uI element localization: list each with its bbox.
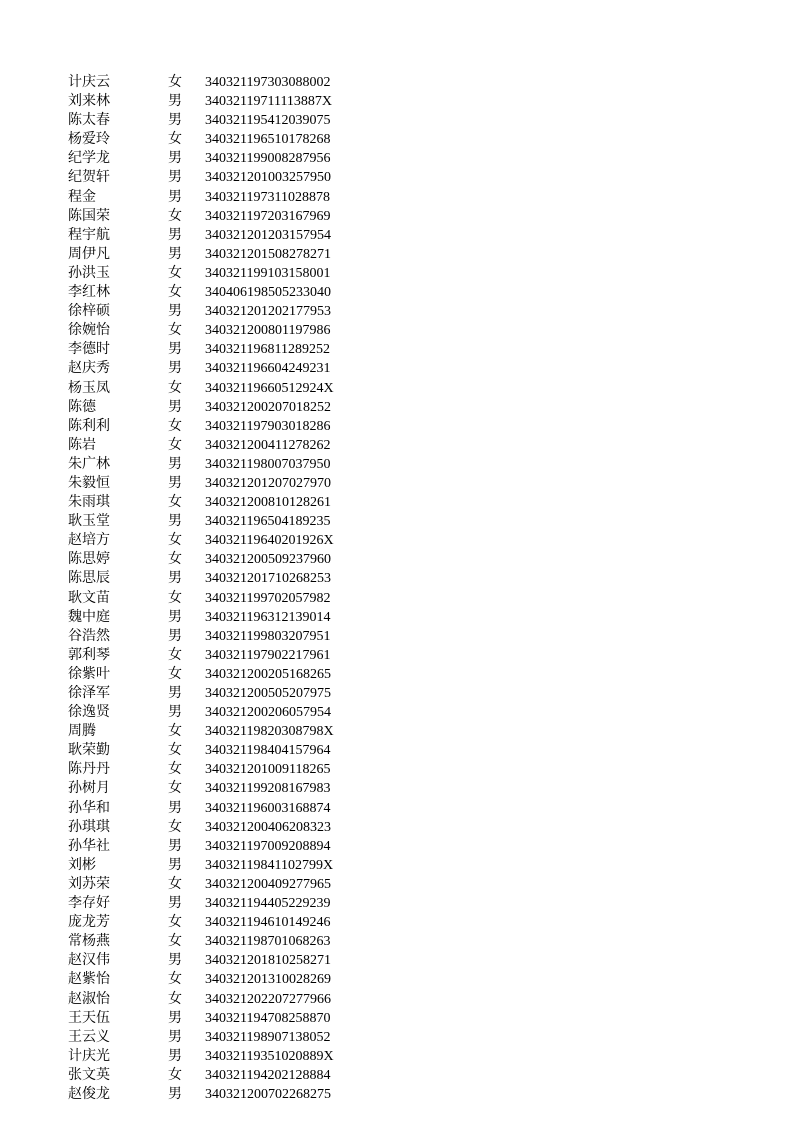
id-number-cell: 34032119820308798X: [205, 724, 334, 740]
gender-cell: 男: [168, 150, 182, 167]
table-row: [68, 1009, 368, 1028]
table-row: [68, 913, 368, 932]
gender-cell: 男: [168, 245, 182, 262]
table-row: [68, 188, 368, 207]
gender-cell: 女: [168, 780, 182, 797]
table-row: [68, 130, 368, 149]
id-number-cell: 340321200509237960: [205, 552, 331, 568]
name-cell: 耿文苗: [68, 589, 110, 606]
name-cell: 纪学龙: [68, 150, 110, 167]
name-cell: 周腾: [68, 723, 96, 740]
name-cell: 陈丹丹: [68, 761, 110, 778]
table-row: [68, 207, 368, 226]
table-row: [68, 168, 368, 187]
gender-cell: 男: [168, 704, 182, 721]
table-row: [68, 73, 368, 92]
id-number-cell: 340321200505207975: [205, 686, 331, 701]
gender-cell: 女: [168, 723, 182, 740]
table-row: [68, 92, 368, 111]
table-row: [68, 665, 368, 684]
id-number-cell: 340321201207027970: [205, 475, 331, 491]
name-cell: 陈德: [68, 398, 96, 415]
id-number-cell: 340321201203157954: [205, 227, 331, 243]
table-row: [68, 226, 368, 245]
table-row: [68, 799, 368, 818]
id-number-cell: 340321196811289252: [205, 342, 330, 358]
gender-cell: 男: [168, 455, 182, 472]
name-cell: 刘彬: [68, 856, 96, 873]
id-number-cell: 340321197203167969: [205, 208, 331, 224]
name-cell: 孙树月: [68, 780, 110, 797]
name-cell: 赵淑怡: [68, 990, 110, 1007]
id-number-cell: 340321200810128261: [205, 495, 331, 511]
id-number-cell: 340321198007037950: [205, 456, 331, 472]
table-row: [68, 398, 368, 417]
id-number-cell: 340321197303088002: [205, 75, 331, 90]
gender-cell: 女: [168, 933, 182, 950]
id-number-cell: 340321201202177953: [205, 304, 331, 320]
name-cell: 陈利利: [68, 417, 110, 434]
gender-cell: 男: [168, 608, 182, 625]
id-number-cell: 340321201310028269: [205, 972, 331, 988]
table-row: [68, 283, 368, 302]
name-cell: 陈思婷: [68, 551, 110, 568]
name-cell: 孙琪琪: [68, 818, 110, 835]
gender-cell: 男: [168, 952, 182, 969]
name-cell: 孙华社: [68, 837, 110, 854]
gender-cell: 男: [168, 856, 182, 873]
gender-cell: 女: [168, 207, 182, 224]
gender-cell: 女: [168, 131, 182, 148]
id-number-cell: 340321200409277965: [205, 876, 331, 892]
id-number-cell: 340321199803207951: [205, 628, 331, 644]
gender-cell: 女: [168, 589, 182, 606]
name-cell: 王云义: [68, 1028, 110, 1045]
name-cell: 赵庆秀: [68, 360, 110, 377]
name-cell: 耿玉堂: [68, 513, 110, 530]
id-number-cell: 340321194610149246: [205, 915, 331, 931]
table-row: [68, 493, 368, 512]
id-number-cell: 340321196604249231: [205, 361, 331, 377]
gender-cell: 男: [168, 169, 182, 186]
id-number-cell: 340321200801197986: [205, 323, 331, 339]
gender-cell: 男: [168, 474, 182, 491]
table-row: [68, 837, 368, 856]
name-cell: 计庆光: [68, 1047, 110, 1064]
name-cell: 耿荣勤: [68, 742, 110, 759]
id-number-cell: 340321198701068263: [205, 934, 331, 950]
table-row: [68, 722, 368, 741]
table-row: [68, 302, 368, 321]
id-number-cell: 340321200411278262: [205, 437, 331, 453]
gender-cell: 女: [168, 990, 182, 1007]
name-cell: 纪贺轩: [68, 169, 110, 186]
name-cell: 陈国荣: [68, 207, 110, 224]
table-row: [68, 264, 368, 283]
table-row: [68, 703, 368, 722]
gender-cell: 男: [168, 341, 182, 358]
name-cell: 李红林: [68, 284, 110, 301]
gender-cell: 男: [168, 303, 182, 320]
name-cell: 赵汉伟: [68, 952, 110, 969]
name-cell: 朱广林: [68, 455, 110, 472]
table-row: [68, 684, 368, 703]
table-row: [68, 531, 368, 550]
id-number-cell: 340321198907138052: [205, 1029, 331, 1045]
gender-cell: 男: [168, 570, 182, 587]
table-row: [68, 569, 368, 588]
id-number-cell: 340321202207277966: [205, 991, 331, 1007]
id-number-cell: 34032119660512924X: [205, 380, 334, 396]
name-cell: 周伊凡: [68, 245, 110, 262]
name-cell: 程宇航: [68, 226, 110, 243]
table-row: [68, 1066, 368, 1085]
gender-cell: 男: [168, 799, 182, 816]
id-number-cell: 340321200205168265: [205, 666, 331, 682]
table-row: [68, 340, 368, 359]
gender-cell: 男: [168, 513, 182, 530]
gender-cell: 女: [168, 665, 182, 682]
table-row: [68, 932, 368, 951]
gender-cell: 男: [168, 837, 182, 854]
gender-cell: 男: [168, 1085, 182, 1102]
gender-cell: 男: [168, 1009, 182, 1026]
id-number-cell: 340321201710268253: [205, 571, 331, 587]
name-cell: 陈岩: [68, 436, 96, 453]
gender-cell: 女: [168, 971, 182, 988]
table-row: [68, 741, 368, 760]
table-row: [68, 970, 368, 989]
table-row: [68, 474, 368, 493]
table-row: [68, 550, 368, 569]
name-cell: 徐逸贤: [68, 704, 110, 721]
name-cell: 常杨燕: [68, 933, 110, 950]
id-number-cell: 340321197902217961: [205, 647, 331, 663]
name-cell: 刘苏荣: [68, 875, 110, 892]
gender-cell: 男: [168, 188, 182, 205]
id-number-cell: 340321196504189235: [205, 514, 331, 530]
gender-cell: 女: [168, 74, 182, 90]
id-number-cell: 34032119351020889X: [205, 1048, 334, 1064]
gender-cell: 女: [168, 818, 182, 835]
name-cell: 徐婉怡: [68, 322, 110, 339]
id-number-cell: 340321194405229239: [205, 896, 331, 912]
id-number-cell: 340321199103158001: [205, 265, 331, 281]
id-number-cell: 340321196312139014: [205, 609, 331, 625]
name-cell: 刘来林: [68, 93, 110, 110]
name-cell: 徐紫叶: [68, 665, 110, 682]
name-cell: 程金: [68, 188, 96, 205]
id-number-cell: 340321197009208894: [205, 838, 331, 854]
table-row: [68, 818, 368, 837]
table-row: [68, 1028, 368, 1047]
gender-cell: 男: [168, 360, 182, 377]
name-cell: 朱毅恒: [68, 474, 110, 491]
name-cell: 赵紫怡: [68, 971, 110, 988]
id-number-cell: 34032119841102799X: [205, 857, 334, 873]
gender-cell: 男: [168, 685, 182, 701]
gender-cell: 男: [168, 226, 182, 243]
gender-cell: 男: [168, 112, 182, 129]
table-row: [68, 455, 368, 474]
id-number-cell: 340321194202128884: [205, 1067, 331, 1083]
gender-cell: 男: [168, 627, 182, 644]
id-number-cell: 340321197903018286: [205, 418, 331, 434]
id-number-cell: 34032119711113887X: [205, 94, 333, 110]
table-row: [68, 589, 368, 608]
id-number-cell: 340321194708258870: [205, 1010, 331, 1026]
gender-cell: 男: [168, 93, 182, 110]
roster-table: [68, 73, 368, 1104]
name-cell: 赵俊龙: [68, 1085, 110, 1102]
name-cell: 朱雨琪: [68, 494, 110, 511]
id-number-cell: 340321201508278271: [205, 246, 331, 262]
gender-cell: 女: [168, 494, 182, 511]
table-row: [68, 894, 368, 913]
gender-cell: 男: [168, 895, 182, 912]
id-number-cell: 340321199702057982: [205, 590, 331, 606]
gender-cell: 女: [168, 417, 182, 434]
name-cell: 杨爱玲: [68, 131, 110, 148]
table-row: [68, 990, 368, 1009]
gender-cell: 女: [168, 914, 182, 931]
id-number-cell: 340321195412039075: [205, 113, 331, 129]
name-cell: 孙洪玉: [68, 264, 110, 281]
table-row: [68, 512, 368, 531]
table-row: [68, 627, 368, 646]
table-row: [68, 436, 368, 455]
name-cell: 杨玉凤: [68, 379, 110, 396]
name-cell: 计庆云: [68, 74, 110, 90]
id-number-cell: 340321201009118265: [205, 762, 331, 778]
gender-cell: 男: [168, 1028, 182, 1045]
id-number-cell: 340321197311028878: [205, 189, 330, 205]
name-cell: 徐泽军: [68, 685, 110, 701]
id-number-cell: 340321201003257950: [205, 170, 331, 186]
table-row: [68, 245, 368, 264]
id-number-cell: 340321201810258271: [205, 953, 331, 969]
table-row: [68, 359, 368, 378]
gender-cell: 女: [168, 379, 182, 396]
id-number-cell: 34032119640201926X: [205, 533, 334, 549]
gender-cell: 女: [168, 1066, 182, 1083]
name-cell: 庞龙芳: [68, 914, 110, 931]
gender-cell: 女: [168, 264, 182, 281]
name-cell: 谷浩然: [68, 627, 110, 644]
table-row: [68, 646, 368, 665]
name-cell: 孙华和: [68, 799, 110, 816]
gender-cell: 女: [168, 322, 182, 339]
id-number-cell: 340321200406208323: [205, 819, 331, 835]
table-row: [68, 1047, 368, 1066]
gender-cell: 女: [168, 742, 182, 759]
table-row: [68, 379, 368, 398]
gender-cell: 女: [168, 532, 182, 549]
id-number-cell: 340321200206057954: [205, 705, 331, 721]
gender-cell: 女: [168, 761, 182, 778]
name-cell: 李存好: [68, 895, 110, 912]
name-cell: 李德时: [68, 341, 110, 358]
table-row: [68, 1085, 368, 1104]
table-row: [68, 760, 368, 779]
name-cell: 徐梓硕: [68, 303, 110, 320]
name-cell: 赵培方: [68, 532, 110, 549]
table-row: [68, 321, 368, 340]
gender-cell: 女: [168, 436, 182, 453]
name-cell: 郭利琴: [68, 646, 110, 663]
table-row: [68, 111, 368, 130]
gender-cell: 男: [168, 398, 182, 415]
name-cell: 魏中庭: [68, 608, 110, 625]
id-number-cell: 340321200702268275: [205, 1086, 331, 1102]
gender-cell: 女: [168, 284, 182, 301]
table-row: [68, 417, 368, 436]
table-row: [68, 608, 368, 627]
id-number-cell: 340406198505233040: [205, 285, 331, 301]
name-cell: 王天伍: [68, 1009, 110, 1026]
id-number-cell: 340321198404157964: [205, 743, 331, 759]
table-row: [68, 856, 368, 875]
gender-cell: 女: [168, 646, 182, 663]
id-number-cell: 340321196510178268: [205, 132, 331, 148]
gender-cell: 男: [168, 1047, 182, 1064]
name-cell: 陈太春: [68, 112, 110, 129]
table-row: [68, 149, 368, 168]
id-number-cell: 340321200207018252: [205, 399, 331, 415]
gender-cell: 女: [168, 875, 182, 892]
table-row: [68, 951, 368, 970]
id-number-cell: 340321199208167983: [205, 781, 331, 797]
id-number-cell: 340321199008287956: [205, 151, 331, 167]
name-cell: 陈思辰: [68, 570, 110, 587]
gender-cell: 女: [168, 551, 182, 568]
name-cell: 张文英: [68, 1066, 110, 1083]
id-number-cell: 340321196003168874: [205, 800, 331, 816]
table-row: [68, 779, 368, 798]
table-row: [68, 875, 368, 894]
